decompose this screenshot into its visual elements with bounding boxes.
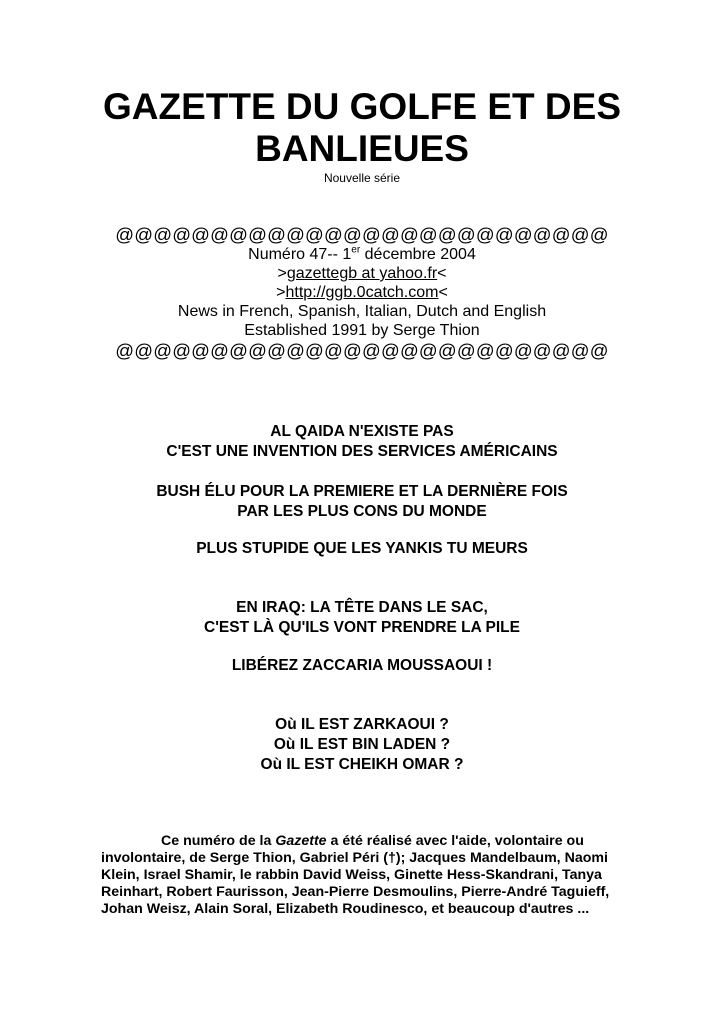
headline-5 <box>0 656 724 676</box>
headline-3 <box>0 539 724 559</box>
headline-2 <box>0 482 724 522</box>
url-close-bracket: < <box>438 284 448 301</box>
languages-line: News in French, Spanish, Italian, Dutch and English <box>177 303 547 320</box>
url-open-bracket: > <box>276 284 286 301</box>
title-line-2: BANLIEUES <box>255 128 469 169</box>
headline-4-line-2: C'EST LÀ QU'ILS VONT PRENDRE LA PILE <box>204 619 520 636</box>
url-line <box>0 283 724 302</box>
headline-6 <box>0 715 724 775</box>
credits-prefix: Ce numéro de la <box>161 833 276 849</box>
headline-1-line-1: AL QAIDA N'EXISTE PAS <box>270 423 454 440</box>
issue-date: décembre 2004 <box>360 246 476 263</box>
website-link[interactable]: http://ggb.0catch.com <box>285 284 439 301</box>
headline-1-line-2: C'EST UNE INVENTION DES SERVICES AMÉRICAINS <box>166 443 558 460</box>
title-line-1: GAZETTE DU GOLFE ET DES <box>102 86 622 127</box>
headline-2-line-1: BUSH ÉLU POUR LA PREMIERE ET LA DERNIÈRE FOIS <box>156 483 568 500</box>
at-separator-top: @@@@@@@@@@@@@@@@@@@@@@@@@@ <box>115 224 609 245</box>
issue-prefix: Numéro 47-- 1 <box>248 246 352 263</box>
credits-line-1 <box>101 833 622 850</box>
headline-5-line-1: LIBÉREZ ZACCARIA MOUSSAOUI ! <box>231 657 493 674</box>
headline-6-line-2: Où IL EST BIN LADEN ? <box>273 736 451 753</box>
subtitle: Nouvelle série <box>323 171 401 185</box>
email-open-bracket: > <box>277 265 287 282</box>
credits-gazette-italic: Gazette <box>275 833 327 849</box>
email-link[interactable]: gazettegb at yahoo.fr <box>286 265 438 282</box>
headline-4 <box>0 598 724 638</box>
credits-paragraph <box>101 833 622 918</box>
headline-6-line-1: Où IL EST ZARKAOUI ? <box>275 716 449 733</box>
at-separator-bottom: @@@@@@@@@@@@@@@@@@@@@@@@@@ <box>115 340 609 361</box>
email-close-bracket: < <box>437 265 447 282</box>
page-title <box>40 86 684 170</box>
credits-line-1-rest: a été réalisé avec l'aide, volontaire ou <box>326 833 584 849</box>
headline-2-line-2: PAR LES PLUS CONS DU MONDE <box>237 503 487 520</box>
established-line: Established 1991 by Serge Thion <box>244 322 480 339</box>
headline-6-line-3: Où IL EST CHEIKH OMAR ? <box>260 756 464 773</box>
credits-line-5: Johan Weisz, Alain Soral, Elizabeth Roudinesco, et beaucoup d'autres ... <box>101 901 590 917</box>
headline-3-line-1: PLUS STUPIDE QUE LES YANKIS TU MEURS <box>196 540 528 557</box>
email-line <box>0 264 724 283</box>
issue-superscript: er <box>351 244 361 256</box>
masthead-info <box>0 224 724 361</box>
credits-line-4: Reinhart, Robert Faurisson, Jean-Pierre Desmoulins, Pierre-André Taguieff, <box>101 884 610 900</box>
headline-4-line-1: EN IRAQ: LA TÊTE DANS LE SAC, <box>236 599 488 616</box>
headline-1 <box>0 422 724 462</box>
credits-line-3: Klein, Israel Shamir, le rabbin David Weiss, Ginette Hess-Skandrani, Tanya <box>101 867 602 883</box>
issue-line <box>0 245 724 264</box>
credits-line-2: involontaire, de Serge Thion, Gabriel Péri (†); Jacques Mandelbaum, Naomi <box>101 850 608 866</box>
